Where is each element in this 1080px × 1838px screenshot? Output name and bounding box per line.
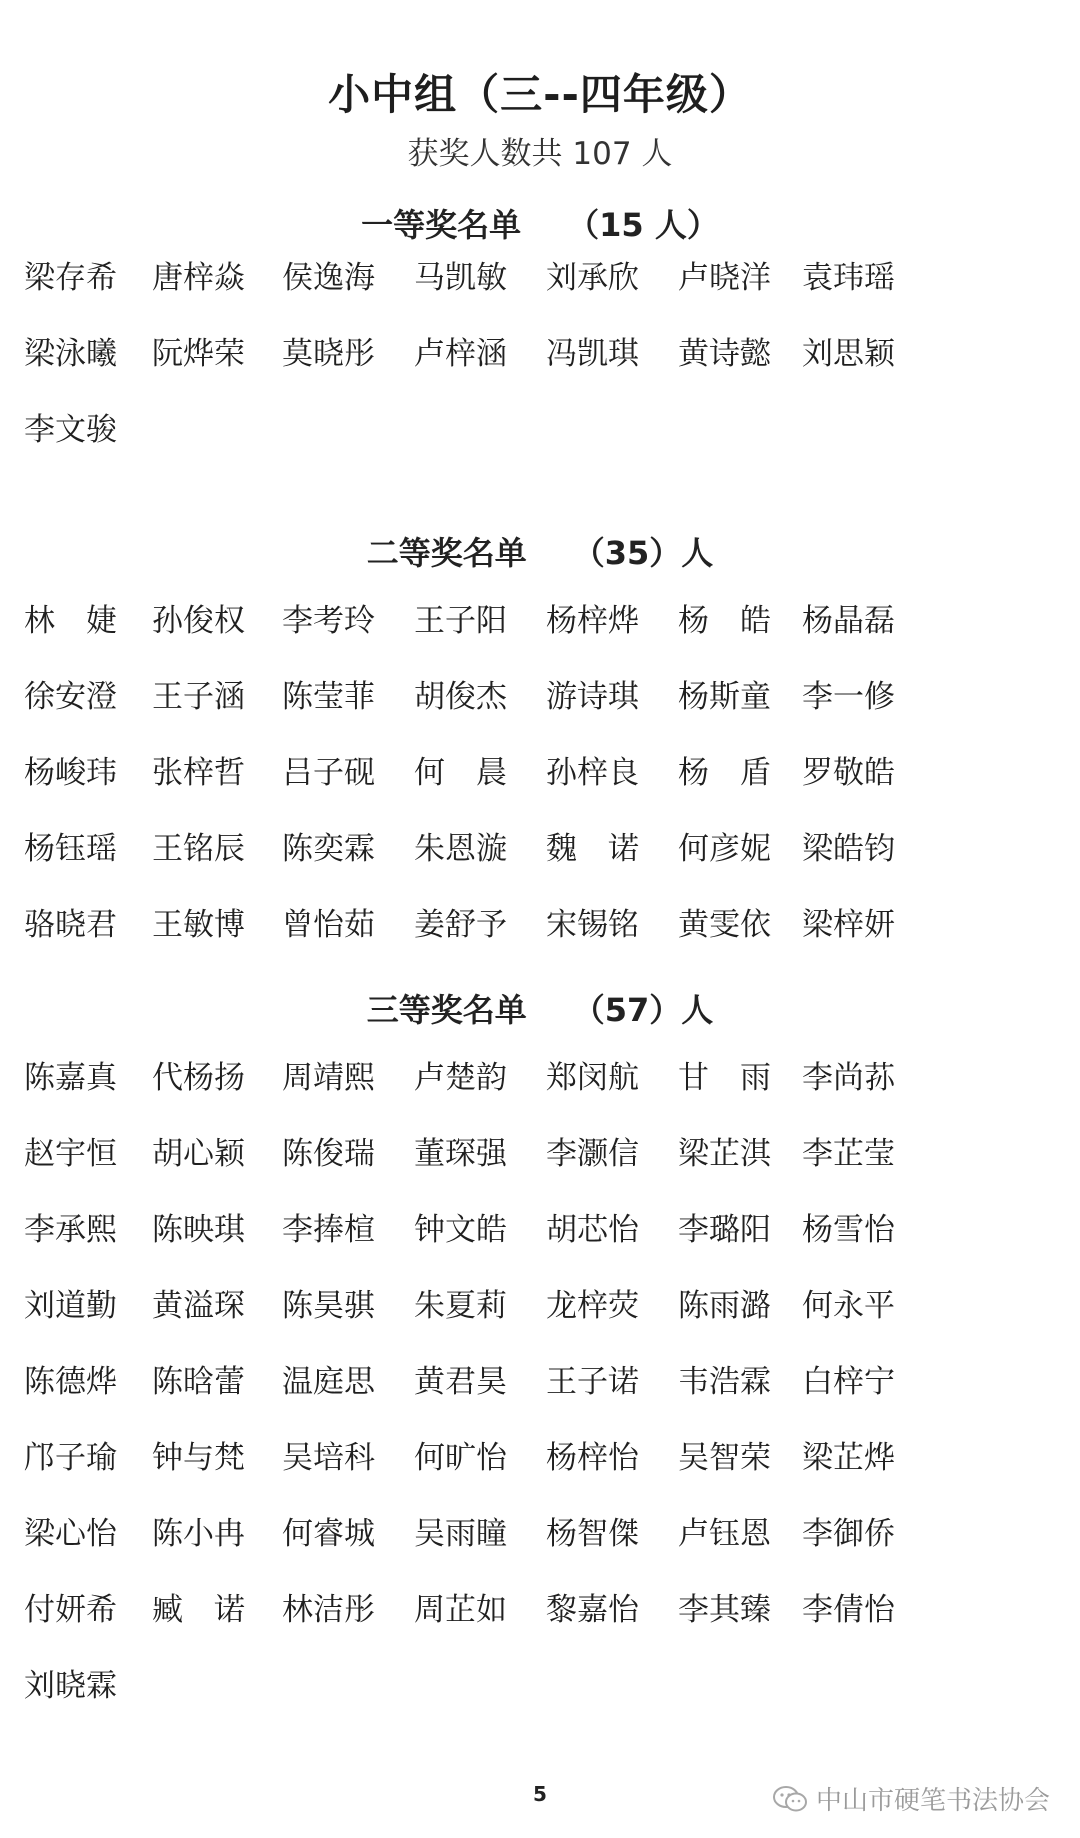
winner-name: 李芷莹 (802, 1136, 895, 1172)
winner-name: 陈映琪 (152, 1212, 245, 1248)
winner-name: 陈嘉真 (24, 1060, 117, 1096)
winner-name: 李其臻 (678, 1592, 771, 1628)
winner-name: 侯逸海 (282, 260, 375, 296)
winner-name: 陈雨潞 (678, 1288, 771, 1324)
section-second-prize-heading (0, 528, 1080, 574)
first-prize-names (24, 252, 1064, 480)
winner-name: 梁心怡 (24, 1516, 117, 1552)
winner-name: 孙俊权 (152, 603, 245, 639)
winner-name: 魏 诺 (546, 831, 639, 867)
winner-name: 龙梓荧 (546, 1288, 639, 1324)
winner-name: 李璐阳 (678, 1212, 771, 1248)
winner-name: 曾怡茹 (282, 907, 375, 943)
winner-name: 赵宇恒 (24, 1136, 117, 1172)
winner-name: 朱恩漩 (414, 831, 507, 867)
name-row (24, 252, 1064, 328)
name-row (24, 1052, 1064, 1128)
winner-name: 冯凯琪 (546, 336, 639, 372)
winner-name: 何旷怡 (414, 1440, 507, 1476)
winner-name: 王子阳 (414, 603, 507, 639)
winner-name: 何 晨 (414, 755, 507, 791)
winner-name: 梁芷烨 (802, 1440, 895, 1476)
winner-name: 阮烨荣 (152, 336, 245, 372)
winner-name: 温庭思 (282, 1364, 375, 1400)
winner-name: 董琛强 (414, 1136, 507, 1172)
name-row (24, 1660, 1064, 1736)
winner-name: 周靖熙 (282, 1060, 375, 1096)
winner-name: 游诗琪 (546, 679, 639, 715)
winner-name: 陈晗蕾 (152, 1364, 245, 1400)
winner-name: 李尚荪 (802, 1060, 895, 1096)
winner-name: 李倩怡 (802, 1592, 895, 1628)
winner-name: 何睿城 (282, 1516, 375, 1552)
winner-name: 梁泳曦 (24, 336, 117, 372)
winner-name: 胡俊杰 (414, 679, 507, 715)
winner-name: 黄溢琛 (152, 1288, 245, 1324)
winner-name: 杨梓烨 (546, 603, 639, 639)
winner-name: 袁玮瑶 (802, 260, 895, 296)
winner-name: 罗敬皓 (802, 755, 895, 791)
name-row (24, 404, 1064, 480)
name-row (24, 1432, 1064, 1508)
winner-name: 刘承欣 (546, 260, 639, 296)
winner-name: 李文骏 (24, 412, 117, 448)
winner-name: 李承熙 (24, 1212, 117, 1248)
watermark (772, 1780, 1050, 1817)
winner-name: 杨智傑 (546, 1516, 639, 1552)
winner-name: 王铭辰 (152, 831, 245, 867)
award-count-subtitle: 获奖人数共 107 人 (407, 136, 673, 172)
winner-name: 卢晓洋 (678, 260, 771, 296)
winner-name: 杨 皓 (678, 603, 771, 639)
third-prize-names (24, 1052, 1064, 1736)
winner-name: 周芷如 (414, 1592, 507, 1628)
winner-name: 李考玲 (282, 603, 375, 639)
section-heading-label: 一等奖名单 (361, 206, 522, 244)
name-row (24, 899, 1064, 975)
section-first-prize-heading (0, 200, 1080, 246)
winner-name: 唐梓焱 (152, 260, 245, 296)
winner-name: 杨晶磊 (802, 603, 895, 639)
winner-name: 李御侨 (802, 1516, 895, 1552)
name-row (24, 823, 1064, 899)
name-row (24, 328, 1064, 404)
winner-name: 李灏信 (546, 1136, 639, 1172)
winner-name: 姜舒予 (414, 907, 507, 943)
winner-name: 卢梓涵 (414, 336, 507, 372)
winner-name: 陈昊骐 (282, 1288, 375, 1324)
name-row (24, 1204, 1064, 1280)
page-number: 5 (533, 1782, 547, 1806)
winner-name: 林 婕 (24, 603, 117, 639)
name-row (24, 1508, 1064, 1584)
winner-name: 臧 诺 (152, 1592, 245, 1628)
winner-name: 卢楚韵 (414, 1060, 507, 1096)
wechat-icon (772, 1785, 808, 1813)
winner-name: 邝子瑜 (24, 1440, 117, 1476)
winner-name: 林洁彤 (282, 1592, 375, 1628)
name-row (24, 1584, 1064, 1660)
winner-name: 陈莹菲 (282, 679, 375, 715)
second-prize-names (24, 595, 1064, 975)
winner-name: 胡芯怡 (546, 1212, 639, 1248)
winner-name: 王子诺 (546, 1364, 639, 1400)
winner-name: 陈俊瑞 (282, 1136, 375, 1172)
winner-name: 梁存希 (24, 260, 117, 296)
winner-name: 刘晓霖 (24, 1668, 117, 1704)
watermark-text: 中山市硬笔书法协会 (815, 1786, 1050, 1816)
winner-name: 黎嘉怡 (546, 1592, 639, 1628)
winner-name: 白梓宁 (802, 1364, 895, 1400)
winner-name: 黄诗懿 (678, 336, 771, 372)
section-heading-count: （57）人 (572, 991, 714, 1029)
winner-name: 卢钰恩 (678, 1516, 771, 1552)
section-heading-count: （15 人） (567, 206, 719, 244)
winner-name: 吴智荣 (678, 1440, 771, 1476)
winner-name: 孙梓良 (546, 755, 639, 791)
winner-name: 李一修 (802, 679, 895, 715)
winner-name: 杨斯童 (678, 679, 771, 715)
name-row (24, 1356, 1064, 1432)
winner-name: 钟与梵 (152, 1440, 245, 1476)
winner-name: 王敏博 (152, 907, 245, 943)
winner-name: 代杨扬 (152, 1060, 245, 1096)
winner-name: 钟文皓 (414, 1212, 507, 1248)
winner-name: 马凯敏 (414, 260, 507, 296)
winner-name: 朱夏莉 (414, 1288, 507, 1324)
winner-name: 韦浩霖 (678, 1364, 771, 1400)
winner-name: 黄君昊 (414, 1364, 507, 1400)
winner-name: 吴雨瞳 (414, 1516, 507, 1552)
winner-name: 何彦妮 (678, 831, 771, 867)
name-row (24, 747, 1064, 823)
winner-name: 黄雯依 (678, 907, 771, 943)
winner-name: 王子涵 (152, 679, 245, 715)
winner-name: 杨钰瑶 (24, 831, 117, 867)
winner-name: 陈奕霖 (282, 831, 375, 867)
section-third-prize-heading (0, 985, 1080, 1031)
page-title: 小中组（三--四年级） (328, 70, 752, 119)
winner-name: 李捧楦 (282, 1212, 375, 1248)
winner-name: 杨 盾 (678, 755, 771, 791)
winner-name: 刘思颖 (802, 336, 895, 372)
winner-name: 梁皓钧 (802, 831, 895, 867)
winner-name: 陈小冉 (152, 1516, 245, 1552)
winner-name: 陈德烨 (24, 1364, 117, 1400)
name-row (24, 671, 1064, 747)
winner-name: 张梓哲 (152, 755, 245, 791)
name-row (24, 595, 1064, 671)
winner-name: 何永平 (802, 1288, 895, 1324)
winner-name: 吴培科 (282, 1440, 375, 1476)
winner-name: 吕子砚 (282, 755, 375, 791)
winner-name: 甘 雨 (678, 1060, 771, 1096)
winner-name: 杨雪怡 (802, 1212, 895, 1248)
winner-name: 梁梓妍 (802, 907, 895, 943)
winner-name: 骆晓君 (24, 907, 117, 943)
section-heading-label: 二等奖名单 (366, 534, 527, 572)
winner-name: 刘道勤 (24, 1288, 117, 1324)
winner-name: 徐安澄 (24, 679, 117, 715)
winner-name: 杨峻玮 (24, 755, 117, 791)
winner-name: 莫晓彤 (282, 336, 375, 372)
winner-name: 宋锡铭 (546, 907, 639, 943)
winner-name: 胡心颖 (152, 1136, 245, 1172)
section-heading-count: （35）人 (572, 534, 714, 572)
winner-name: 杨梓怡 (546, 1440, 639, 1476)
winner-name: 郑闵航 (546, 1060, 639, 1096)
name-row (24, 1128, 1064, 1204)
winner-name: 付妍希 (24, 1592, 117, 1628)
section-heading-label: 三等奖名单 (366, 991, 527, 1029)
name-row (24, 1280, 1064, 1356)
winner-name: 梁芷淇 (678, 1136, 771, 1172)
